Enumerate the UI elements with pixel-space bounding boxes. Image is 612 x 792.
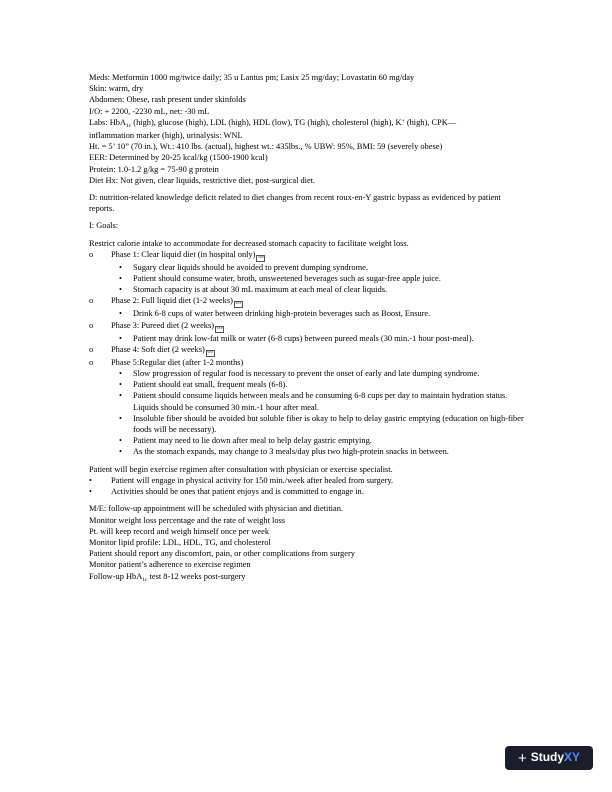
monitoring-line: Pt. will keep record and weigh himself once per week xyxy=(89,526,270,536)
phase-title: Phase 1: Clear liquid diet (in hospital only) xyxy=(111,249,256,259)
list-marker: o xyxy=(89,249,94,259)
bullet-text: Patient will engage in physical activity for 150 min./week after healed from surgery. xyxy=(111,475,394,485)
bullet-text: Sugary clear liquids should be avoided to prevent dumping syndrome. xyxy=(133,262,368,272)
labs-line-2: inflammation marker (high), urinalysis: WNL xyxy=(89,131,243,141)
eer-line: EER: Determined by 20-25 kcal/kg (1500-1900 kcal) xyxy=(89,153,268,163)
assessment-block xyxy=(89,72,529,186)
phase-item xyxy=(89,320,529,333)
phase-bullet xyxy=(89,368,529,379)
monitoring-line: Monitor patient’s adherence to exercise regimen xyxy=(89,560,251,570)
list-marker: o xyxy=(89,320,94,330)
monitoring-line: Patient should report any discomfort, pain, or other complications from surgery xyxy=(89,549,355,559)
monitoring-line: Monitor lipid profile: LDL, HDL, TG, and cholesterol xyxy=(89,537,271,547)
separator-glyph-icon: SEP xyxy=(215,326,224,333)
phase-title: Phase 3: Pureed diet (2 weeks) xyxy=(111,320,215,330)
bullet-marker: • xyxy=(119,333,122,343)
bullet-marker: • xyxy=(119,413,122,423)
exercise-bullet xyxy=(89,486,529,497)
diagnosis-statement: D: nutrition-related knowledge deficit related to diet changes from recent roux-en-Y gastric bypass as evidenced by patient reports. xyxy=(89,193,501,214)
bullet-marker: • xyxy=(119,274,122,284)
labs-line: Labs: HbA$_{1c}$ (high), glucose (high), LDL (high), HDL (low), TG (high), cholesterol (high), K+ (high), CPK— xyxy=(89,117,457,129)
phase-bullet xyxy=(89,413,529,435)
bullet-marker: • xyxy=(119,262,122,272)
bullet-text: Insoluble fiber should be avoided but soluble fiber is okay to help to delay gastric emptying (education on high-fiber foods will be necessary). xyxy=(133,413,524,435)
intervention-intro: Restrict calorie intake to accommodate for decreased stomach capacity to facilitate weight loss. xyxy=(89,238,409,248)
phase-bullet xyxy=(89,435,529,446)
separator-glyph-icon: SEP xyxy=(206,350,215,357)
exercise-bullet xyxy=(89,475,529,486)
bullet-marker: • xyxy=(119,447,122,457)
follow-up-hba1c-line: Follow-up HbA$_{1c}$ test 8-12 weeks post-surgery xyxy=(89,571,246,583)
list-marker: o xyxy=(89,357,94,367)
phase-title: Phase 4: Soft diet (2 weeks) xyxy=(111,344,205,354)
phase-bullet xyxy=(89,273,529,284)
monitoring-line: M/E: follow-up appointment will be scheduled with physician and dietitian. xyxy=(89,504,343,514)
bullet-text: Patient should consume liquids between meals and be consuming 6-8 cups per day to maintain hydration status. Liquids should be consumed 30 min.-1 hour after meal. xyxy=(133,391,508,412)
meds-line: Meds: Metformin 1000 mg/twice daily; 35 u Lantus pm; Lasix 25 mg/day; Lovastatin 60 mg/day xyxy=(89,73,415,82)
exercise-list xyxy=(89,475,529,497)
skin-line: Skin: warm, dry xyxy=(89,84,144,94)
anthropometrics-line: Ht. = 5’ 10” (70 in.), Wt.: 410 lbs. (actual), highest wt.: 435lbs., % UBW: 95%, BMI: 59 (severely obese) xyxy=(89,142,443,152)
intervention-heading: I: Goals: xyxy=(89,221,119,231)
bullet-text: Patient should consume water, broth, unsweetened beverages such as sugar-free apple juice. xyxy=(133,274,441,284)
document-page xyxy=(89,72,529,584)
phase-title: Phase 2: Full liquid diet (1-2 weeks) xyxy=(111,296,233,306)
abdomen-line: Abdomen: Obese, rash present under skinfolds xyxy=(89,95,246,105)
bullet-marker: • xyxy=(119,309,122,319)
plus-icon: + xyxy=(517,749,527,767)
bullet-marker: • xyxy=(119,285,122,295)
diet-history-line: Diet Hx: Not given, clear liquids, restrictive diet, post-surgical diet. xyxy=(89,175,316,185)
bullet-text: Stomach capacity is at about 30 mL maximum at each meal of clear liquids. xyxy=(133,285,388,295)
io-line: I/O: + 2200, -2230 mL, net: -30 mL xyxy=(89,106,210,116)
bullet-text: As the stomach expands, may change to 3 meals/day plus two high-protein snacks in between. xyxy=(133,447,449,457)
phase-bullet xyxy=(89,262,529,273)
bullet-marker: • xyxy=(89,487,92,497)
list-marker: o xyxy=(89,344,94,354)
bullet-text: Patient may need to lie down after meal to help delay gastric emptying. xyxy=(133,436,372,446)
separator-glyph-icon: SEP xyxy=(256,255,265,262)
bullet-marker: • xyxy=(89,475,92,485)
phase-item xyxy=(89,295,529,308)
bullet-text: Drink 6-8 cups of water between drinking high-protein beverages such as Boost, Ensure. xyxy=(133,309,431,319)
phase-bullet xyxy=(89,379,529,390)
exercise-intro: Patient will begin exercise regimen after consultation with physician or exercise specialist. xyxy=(89,464,393,474)
monitoring-line: Monitor weight loss percentage and the rate of weight loss xyxy=(89,515,286,525)
bullet-marker: • xyxy=(119,391,122,401)
phase-bullet xyxy=(89,390,529,412)
phase-item xyxy=(89,344,529,357)
separator-glyph-icon: SEP xyxy=(234,301,243,308)
phase-bullet xyxy=(89,333,529,344)
monitoring-block xyxy=(89,503,529,570)
phase-bullet xyxy=(89,446,529,457)
phase-title: Phase 5:Regular diet (after 1-2 months) xyxy=(111,357,244,367)
list-marker: o xyxy=(89,296,94,306)
phase-item xyxy=(89,249,529,262)
phase-item xyxy=(89,357,529,368)
bullet-text: Patient should eat small, frequent meals (6-8). xyxy=(133,380,288,390)
studyxy-watermark: + Study XY xyxy=(505,746,593,770)
protein-line: Protein: 1.0-1.2 g/kg = 75-90 g protein xyxy=(89,164,219,174)
bullet-marker: • xyxy=(119,369,122,379)
diet-phases-list xyxy=(89,249,529,458)
phase-bullet xyxy=(89,284,529,295)
bullet-text: Patient may drink low-fat milk or water (6-8 cups) between pureed meals (30 min.-1 hour post-meal). xyxy=(133,333,474,343)
bullet-text: Activities should be ones that patient enjoys and is committed to engage in. xyxy=(111,487,364,497)
bullet-text: Slow progression of regular food is necessary to prevent the onset of early and late dumping syndrome. xyxy=(133,369,480,379)
bullet-marker: • xyxy=(119,380,122,390)
bullet-marker: • xyxy=(119,436,122,446)
phase-bullet xyxy=(89,308,529,319)
